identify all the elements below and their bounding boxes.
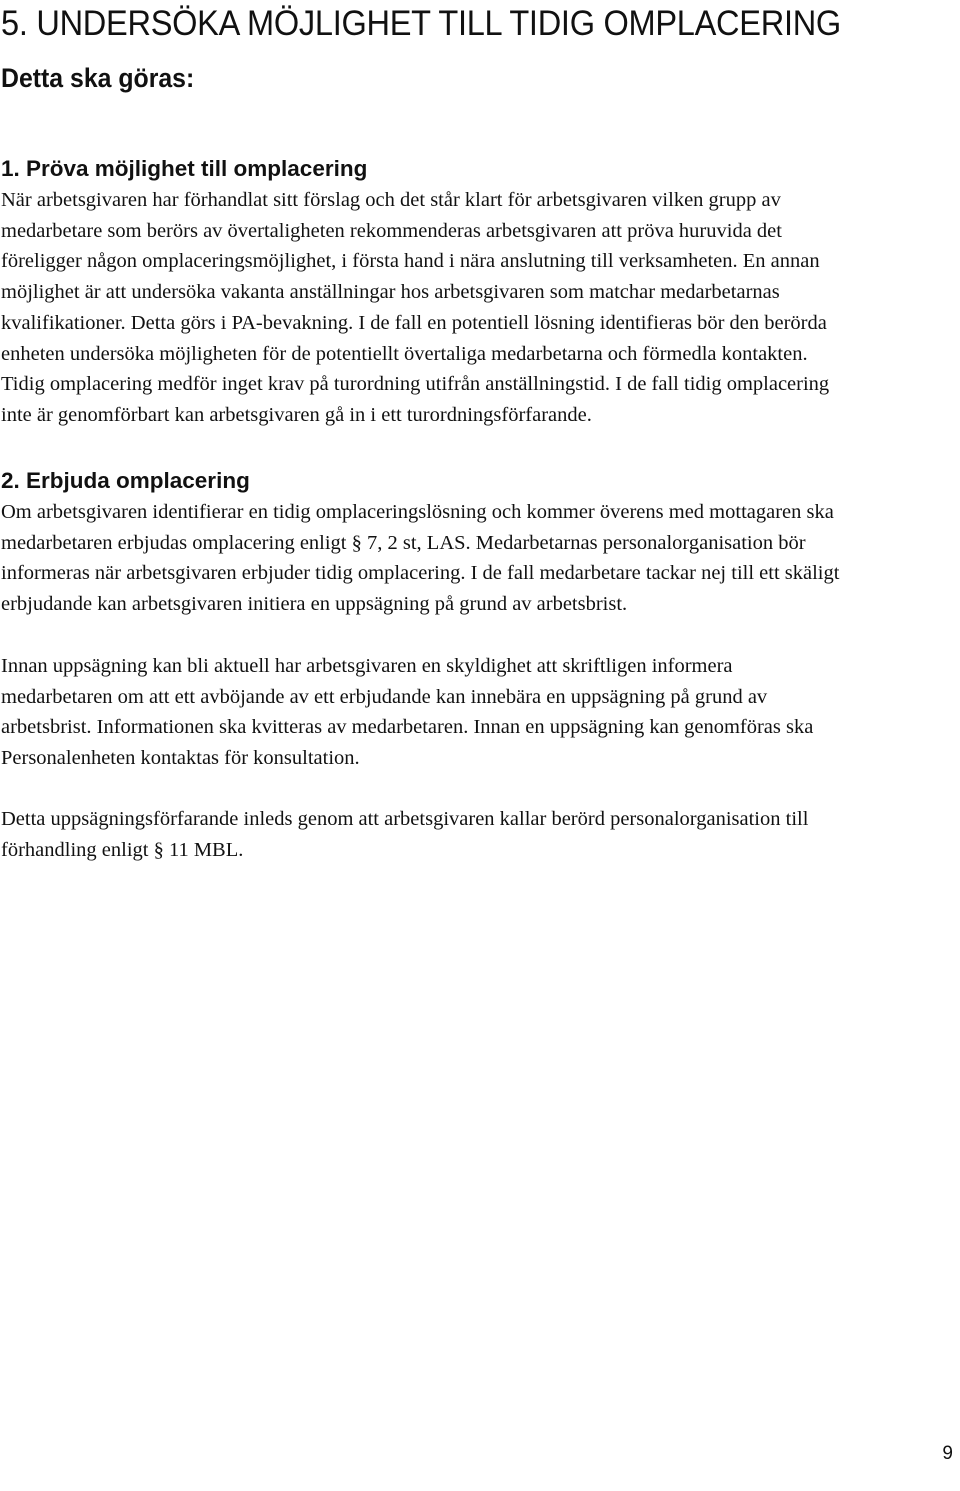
- text-line: När arbetsgivaren har förhandlat sitt förslag och det står klart för arbetsgivaren vilken grupp av: [1, 189, 781, 211]
- text-line: erbjudande kan arbetsgivaren initiera en uppsägning på grund av arbetsbrist.: [1, 593, 628, 616]
- text-line: enheten undersöka möjligheten för de potentiellt övertaliga medarbetarna och förmedla kontakten.: [1, 342, 808, 365]
- text-line: Om arbetsgivaren identifierar en tidig omplaceringslösning och kommer överens med mottagaren ska: [1, 501, 834, 523]
- section-paragraph: [1, 185, 953, 431]
- text-line: medarbetare som berörs av övertaligheten rekommenderas arbetsgivaren att pröva huruvida det: [1, 219, 782, 242]
- text-line: Detta uppsägningsförfarande inleds genom att arbetsgivaren kallar berörd personalorganisation till: [1, 808, 809, 830]
- section-heading: 2. Erbjuda omplacering: [1, 468, 250, 493]
- text-line: förhandling enligt § 11 MBL.: [1, 838, 244, 861]
- text-line: kvalifikationer. Detta görs i PA-bevakning. I de fall en potentiell lösning identifieras bör den berörda: [1, 311, 827, 334]
- text-line: inte är genomförbart kan arbetsgivaren gå in i ett turordningsförfarande.: [1, 403, 592, 426]
- text-line: medarbetaren om att ett avböjande av ett erbjudande kan innebära en uppsägning på grund av: [1, 685, 768, 708]
- paragraph-forhandling: [1, 804, 953, 865]
- page-number: 9: [942, 1443, 953, 1464]
- text-line: informeras när arbetsgivaren erbjuder tidig omplacering. I de fall medarbetare tackar nej till ett skäligt: [1, 562, 840, 585]
- text-line: medarbetaren erbjudas omplacering enligt § 7, 2 st, LAS. Medarbetarnas personalorganisation bör: [1, 531, 806, 554]
- section-erbjuda-omplacering: [1, 465, 953, 620]
- section-pröva-omplacering: [1, 153, 953, 431]
- paragraph-uppsagning-information: [1, 651, 953, 774]
- section-heading: 1. Pröva möjlighet till omplacering: [1, 156, 368, 181]
- text-line: Innan uppsägning kan bli aktuell har arbetsgivaren en skyldighet att skriftligen informera: [1, 655, 733, 677]
- section-paragraph: [1, 497, 953, 620]
- text-line: Personalenheten kontaktas för konsultation.: [1, 747, 360, 770]
- text-line: möjlighet är att undersöka vakanta anställningar hos arbetsgivaren som matchar medarbetarnas: [1, 281, 780, 304]
- text-line: arbetsbrist. Informationen ska kvitteras av medarbetaren. Innan en uppsägning kan genomföras ska: [1, 716, 814, 739]
- text-line: föreligger någon omplaceringsmöjlighet, i första hand i nära anslutning till verksamheten. En annan: [1, 250, 820, 273]
- page-title: 5. UNDERSÖKA MÖJLIGHET TILL TIDIG OMPLACERING: [1, 4, 841, 43]
- text-line: Tidig omplacering medför inget krav på turordning utifrån anställningstid. I de fall tidig omplacering: [1, 373, 830, 396]
- subtitle: Detta ska göras:: [1, 63, 195, 93]
